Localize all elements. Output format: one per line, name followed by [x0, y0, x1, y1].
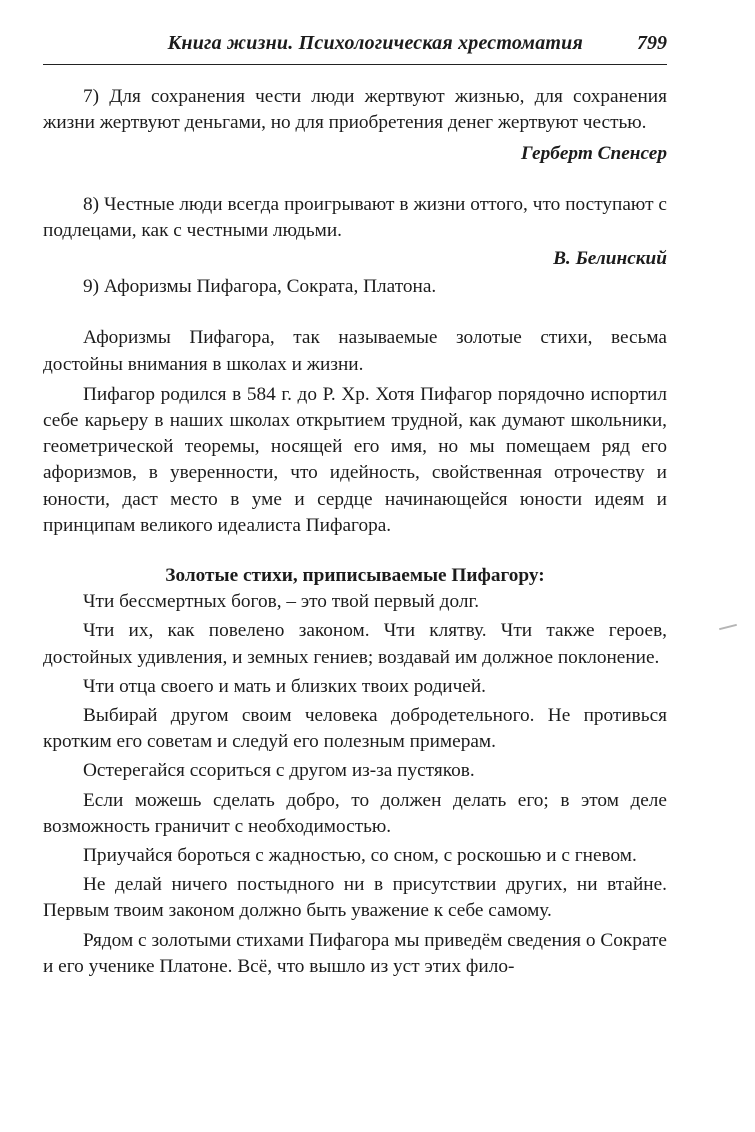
intro-paragraph-1: Афоризмы Пифагора, так называемые золотые стихи, весьма достойны внимания в школах и жизни.: [43, 327, 667, 375]
scan-margin-mark: [719, 624, 737, 630]
quote-8-author: В. Белинский: [553, 248, 667, 270]
verse-line: Чти бессмертных богов, – это твой первый долг.: [83, 591, 480, 613]
verse-line: Чти их, как повелено законом. Чти клятву. Чти также героев, достойных удивления, и земных гениев; воздавай им должное поклонение.: [43, 620, 667, 668]
golden-verses-heading: Золотые стихи, приписываемые Пифагору:: [165, 565, 545, 587]
verse-line: Выбирай другом своим человека добродетельного. Не противься кротким его советам и следуй его полезным примерам.: [43, 705, 667, 753]
verse-line: Если можешь сделать добро, то должен делать его; в этом деле возможность граничит с необходимостью.: [43, 789, 667, 837]
verse-line: Остерегайся ссориться с другом из-за пустяков.: [83, 760, 475, 782]
quote-9-text: 9) Афоризмы Пифагора, Сократа, Платона.: [83, 276, 437, 298]
page-number: 799: [637, 32, 667, 54]
closing-paragraph: Рядом с золотыми стихами Пифагора мы приведём сведения о Сократе и его ученике Платоне. Всё, что вышло из уст этих фило-: [43, 929, 667, 977]
quote-8-text: 8) Честные люди всегда проигрывают в жизни оттого, что поступают с подлецами, как с честными людьми.: [43, 193, 667, 241]
verse-line: Чти отца своего и мать и близких твоих родичей.: [83, 675, 487, 697]
verse-line: Приучайся бороться с жадностью, со сном, с роскошью и с гневом.: [83, 845, 637, 867]
quote-7-text: 7) Для сохранения чести люди жертвуют жизнью, для сохранения жизни жертвуют деньгами, но для приобретения денег жертвуют честью.: [43, 86, 667, 134]
quote-7-author: Герберт Спенсер: [520, 143, 667, 165]
book-page: [43, 24, 667, 980]
intro-paragraph-2: Пифагор родился в 584 г. до Р. Хр. Хотя Пифагор порядочно испортил себе карьеру в наших школах открытием трудной, как думают школьники, геометрической теоремы, носящей его имя, но мы помещаем ряд его афоризмов, в уверенности, что идейность, свойственная отрочеству и юности, даст место в уме и сердце начинающейся юности идеям и принципам великого идеалиста Пифагора.: [43, 383, 667, 536]
verse-line: Не делай ничего постыдного ни в присутствии других, ни втайне. Первым твоим законом должно быть уважение к себе самому.: [43, 874, 667, 922]
running-title: Книга жизни. Психологическая хрестоматия: [167, 32, 583, 54]
running-header: [43, 24, 667, 65]
